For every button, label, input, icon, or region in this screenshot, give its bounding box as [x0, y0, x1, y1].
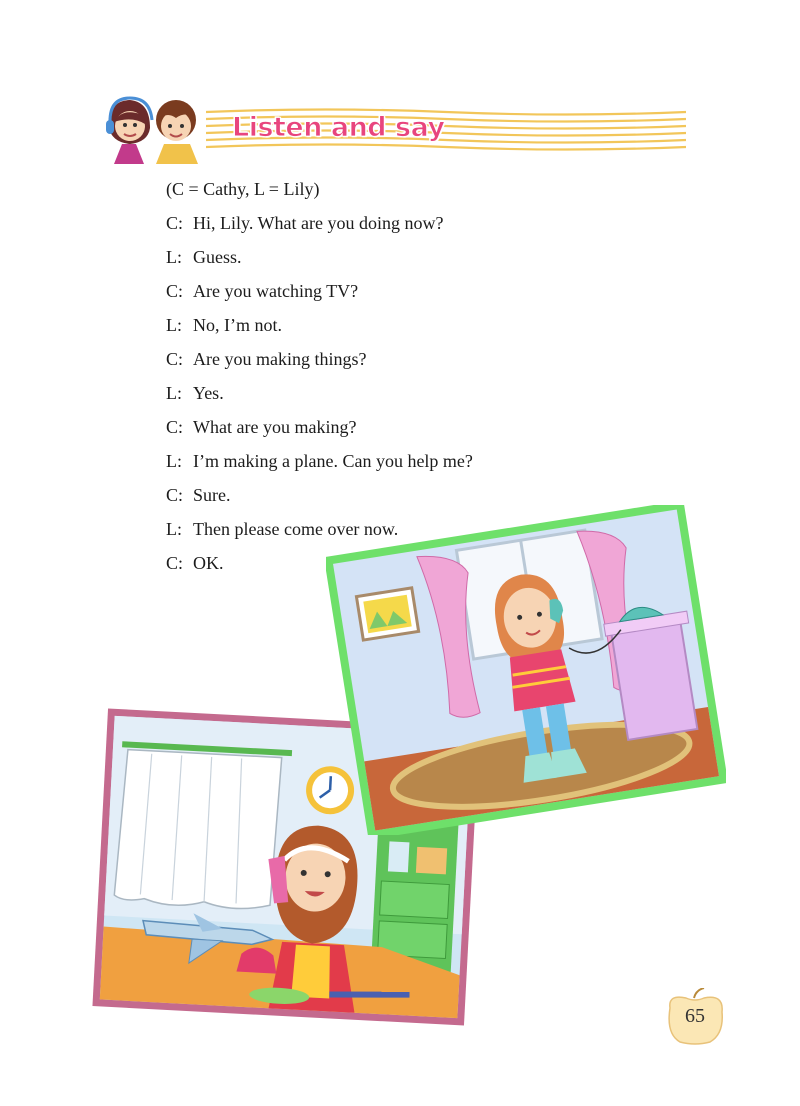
page-number: 65 [685, 1005, 705, 1027]
speaker-label: C: [166, 213, 184, 233]
speaker-label: L: [166, 451, 182, 471]
dialogue-line [166, 347, 473, 381]
section-title: Listen and say [232, 112, 445, 143]
speaker-label: C: [166, 485, 184, 505]
dialogue-line [166, 177, 473, 211]
speaker-label: C: [166, 349, 184, 369]
speaker-label: L: [166, 247, 182, 267]
dialogue-line [166, 313, 473, 347]
dialogue-line [166, 279, 473, 313]
speaker-label: L: [166, 519, 182, 539]
line-text: Are you watching TV? [193, 281, 359, 301]
line-text: What are you making? [193, 417, 357, 437]
line-text: Are you making things? [193, 349, 367, 369]
dialogue-legend: (C = Cathy, L = Lily) [166, 179, 320, 199]
line-text: No, I’m not. [193, 315, 282, 335]
line-text: I’m making a plane. Can you help me? [193, 451, 473, 471]
line-text: Hi, Lily. What are you doing now? [193, 213, 444, 233]
speaker-label: C: [166, 281, 184, 301]
line-text: Sure. [193, 485, 231, 505]
dialogue-line [166, 381, 473, 415]
line-text: OK. [193, 553, 224, 573]
line-text: Yes. [193, 383, 224, 403]
dialogue-line [166, 449, 473, 483]
dialogue-line [166, 245, 473, 279]
speaker-label: L: [166, 315, 182, 335]
line-text: Guess. [193, 247, 242, 267]
speaker-label: L: [166, 383, 182, 403]
speaker-label: C: [166, 417, 184, 437]
illustration-lily-on-phone [326, 505, 726, 835]
dialogue-line [166, 211, 473, 245]
line-text: Then please come over now. [193, 519, 399, 539]
dialogue-line [166, 415, 473, 449]
kids-headphones-illustration [100, 94, 210, 164]
speaker-label: C: [166, 553, 184, 573]
